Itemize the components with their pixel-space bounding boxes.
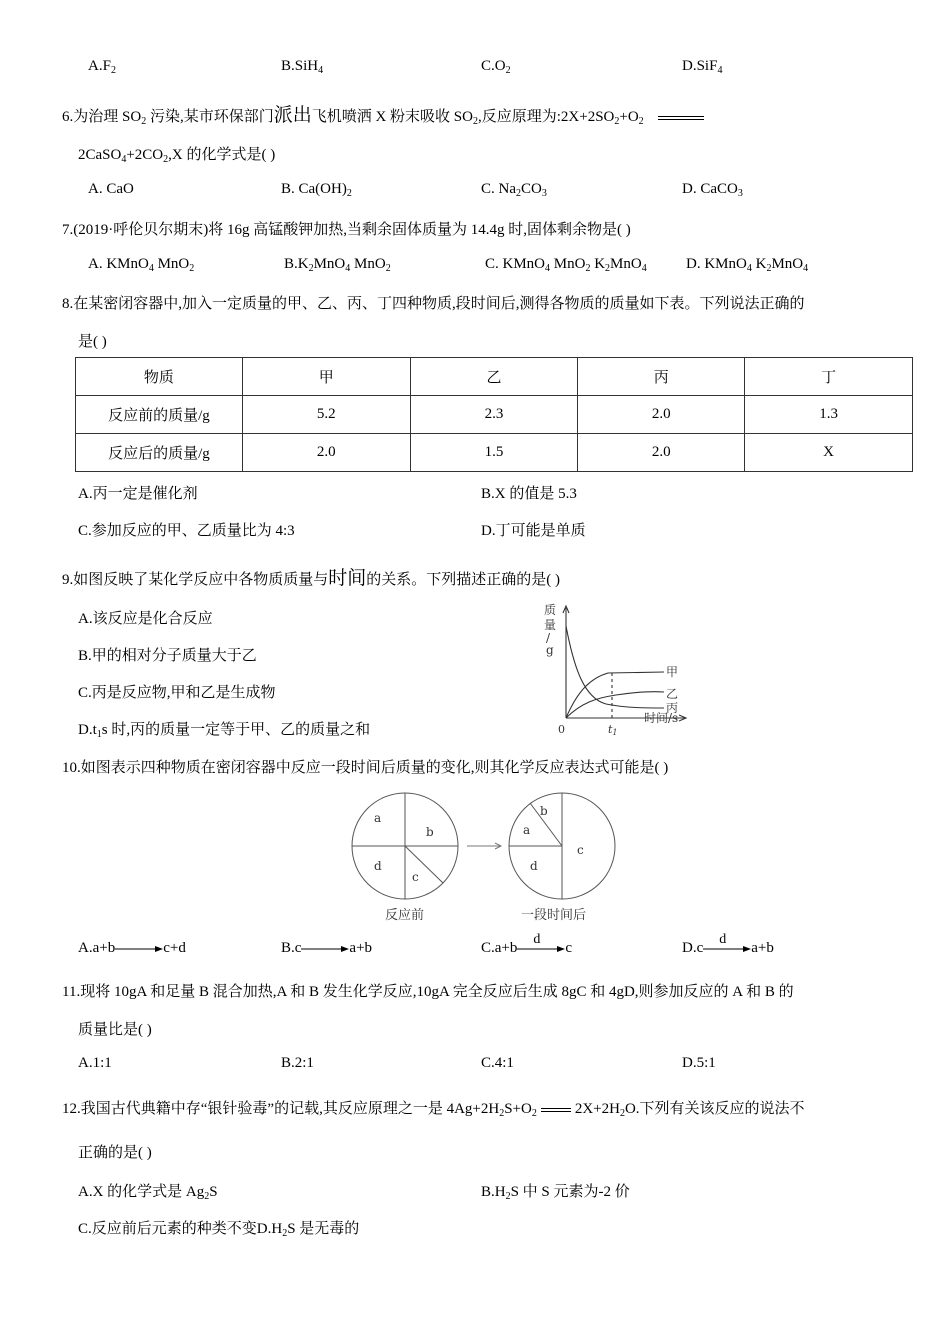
graph-xlabel: 时间/s <box>644 711 679 725</box>
table-cell: 2.0 <box>242 434 410 472</box>
q5-option-b: B.SiH$_4$ <box>281 58 324 76</box>
q11-option-c: C.4:1 <box>481 1055 514 1071</box>
reaction-arrow-icon <box>517 943 565 955</box>
pie-before-divider <box>405 846 443 883</box>
q11-stem-line2: 质量比是( ) <box>78 1022 152 1038</box>
q6-option-c: C. $Na_2CO_3$ <box>481 181 547 199</box>
q5-option-c: $C.O_2$ <box>481 58 511 76</box>
q12-option-c: C.反应前后元素的种类不变 <box>78 1221 257 1237</box>
mass-table <box>75 357 913 472</box>
reaction-arrow-icon <box>115 943 163 955</box>
q12-option-cd <box>78 1217 359 1238</box>
equals-sign <box>541 1108 571 1112</box>
table-header-cell: 丙 <box>578 358 745 396</box>
table-header-cell: 乙 <box>410 358 578 396</box>
q7-stem: 7.(2019·呼伦贝尔期末)将 16g 高锰酸钾加热,当剩余固体质量为 14.4g 时,固体剩余物是( ) <box>62 222 631 238</box>
q10-option-c: C.a+b d c <box>481 931 573 956</box>
mass-time-graph <box>536 598 696 740</box>
table-cell: 2.0 <box>578 396 745 434</box>
table-header-cell: 甲 <box>242 358 410 396</box>
pie-label-a: a <box>523 823 531 837</box>
q12-stem-line2: 正确的是( ) <box>78 1145 152 1161</box>
pie-label-d: d <box>374 859 382 873</box>
pie-before-caption: 反应前 <box>385 908 425 923</box>
q10-option-a: A.a+b c+d <box>78 940 186 956</box>
q11-stem-line1: 11.现将 10gA 和足量 B 混合加热,A 和 B 发生化学反应,10gA 完全反应后生成 8gC 和 4gD,则参加反应的 A 和 B 的 <box>62 984 794 1000</box>
series-label-jia: 甲 <box>666 665 679 679</box>
q9-stem: 9.如图反映了某化学反应中各物质质量与时间的关系。下列描述正确的是( ) <box>62 568 561 589</box>
q9-option-d: $D.t_1s$ 时,丙的质量一定等于甲、乙的质量之和 <box>78 722 371 740</box>
q6-option-a: A. CaO <box>88 181 134 197</box>
q7-option-c: C. KMnO$_4$ MnO$_2$ $K_2MnO_4$ <box>485 256 647 274</box>
q10-option-b: B.c a+b <box>281 940 373 956</box>
reaction-arrow-icon <box>703 943 751 955</box>
table-header-cell: 物质 <box>76 358 243 396</box>
graph-ylabel-char: 量 <box>544 618 557 632</box>
graph-ylabel-char: / <box>546 631 551 645</box>
graph-origin-label: 0 <box>558 723 565 736</box>
catalyst-label: d <box>533 931 541 947</box>
table-header-row <box>76 358 913 396</box>
table-cell: 1.3 <box>745 396 913 434</box>
q5-option-d: D.SiF$_4$ <box>682 58 723 76</box>
q9-option-a: A.该反应是化合反应 <box>78 611 213 627</box>
graph-t1-label: t1 <box>608 723 618 737</box>
q12-stem-line1: 12.我国古代典籍中存“银针验毒”的记载,其反应原理之一是 $4Ag+2H_2S+O_2$ $2X+2H_2O$.下列有关该反应的说法不 <box>62 1101 805 1119</box>
series-label-bing: 丙 <box>666 701 679 715</box>
table-cell: X <box>745 434 913 472</box>
q7-option-b: $B.K_2MnO_4$ MnO$_2$ <box>284 256 391 274</box>
q7-option-a: A. KMnO$_4$ MnO$_2$ <box>88 256 195 274</box>
pie-label-d: d <box>530 859 538 873</box>
q8-option-d: D.丁可能是单质 <box>481 523 586 539</box>
table-cell: 反应后的质量/g <box>76 434 243 472</box>
pie-label-b: b <box>426 825 434 839</box>
table-cell: 2.3 <box>410 396 578 434</box>
table-cell: 1.5 <box>410 434 578 472</box>
q12-option-d: $D.H_2S$ 是无毒的 <box>256 1221 360 1239</box>
pie-label-a: a <box>374 811 382 825</box>
table-header-cell: 丁 <box>745 358 913 396</box>
q7-option-d: D. KMnO$_4$ $K_2MnO_4$ <box>686 256 809 274</box>
equals-sign <box>658 116 704 120</box>
table-row <box>76 396 913 434</box>
q8-option-b: B.X 的值是 5.3 <box>481 486 577 502</box>
q12-option-a: A.X 的化学式是 $Ag_2S$ <box>78 1184 218 1202</box>
q6-stem-line1: 6.为治理 $SO_2$ 污染,某市环保部门派出飞机喷洒 X 粉末吸收 $SO_2$,反应原理为$:2X+2SO_2+O_2$ <box>62 100 708 127</box>
series-label-yi: 乙 <box>666 687 679 701</box>
table-cell: 2.0 <box>578 434 745 472</box>
q9-option-b: B.甲的相对分子质量大于乙 <box>78 648 257 664</box>
graph-ylabel-char: 质 <box>544 603 557 617</box>
table-cell: 5.2 <box>242 396 410 434</box>
q10-option-d: D.c d a+b <box>682 931 774 956</box>
q8-stem-line2: 是( ) <box>78 334 107 350</box>
q10-stem: 10.如图表示四种物质在密闭容器中反应一段时间后质量的变化,则其化学反应表达式可能是( ) <box>62 760 669 776</box>
q6-stem-line2: $2CaSO_4+2CO_2,X$ 的化学式是( ) <box>78 147 276 165</box>
pie-after-caption: 一段时间后 <box>521 908 587 923</box>
q8-stem-line1: 8.在某密闭容器中,加入一定质量的甲、乙、丙、丁四种物质,段时间后,测得各物质的质量如下表。下列说法正确的 <box>62 296 805 312</box>
q8-option-a: A.丙一定是催化剂 <box>78 486 198 502</box>
q6-option-d: D. CaCO$_3$ <box>682 181 743 199</box>
pie-comparison-diagram <box>340 792 630 927</box>
q6-option-b: B. $Ca(OH)_2$ <box>281 181 352 199</box>
q11-option-a: A.1:1 <box>78 1055 112 1071</box>
catalyst-label: d <box>719 931 727 947</box>
q12-option-b: $B.H_2S$ 中 S 元素为-2 价 <box>481 1184 630 1202</box>
q8-option-c: C.参加反应的甲、乙质量比为 4:3 <box>78 523 295 539</box>
graph-ylabel-char: g <box>546 643 554 657</box>
table-cell: 反应前的质量/g <box>76 396 243 434</box>
pie-label-b: b <box>540 804 548 818</box>
pie-label-c: c <box>412 870 419 884</box>
q11-option-d: D.5:1 <box>682 1055 716 1071</box>
pie-label-c: c <box>577 843 584 857</box>
q11-option-b: B.2:1 <box>281 1055 314 1071</box>
reaction-arrow-icon <box>301 943 349 955</box>
q5-option-a: $A.F_2$ <box>88 58 116 76</box>
table-row <box>76 434 913 472</box>
q9-option-c: C.丙是反应物,甲和乙是生成物 <box>78 685 276 701</box>
